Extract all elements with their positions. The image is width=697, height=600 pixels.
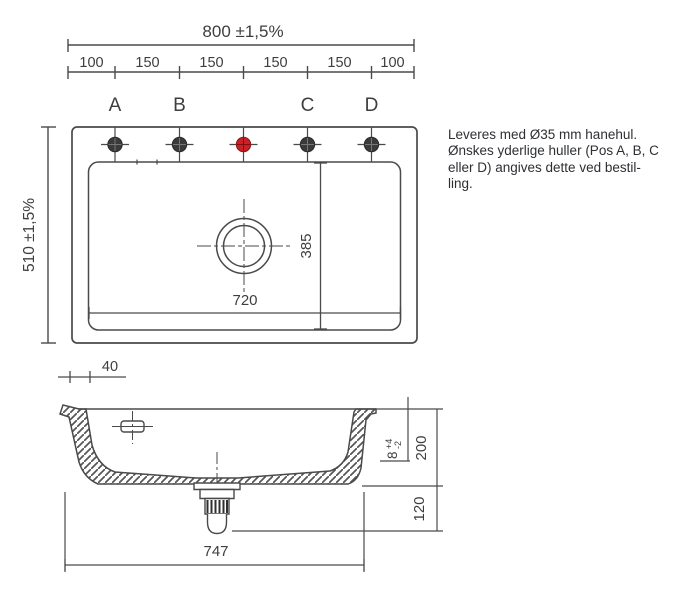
segment-label: 150	[199, 55, 224, 71]
rim-tolerance-plus: +4	[384, 438, 394, 449]
base-width-label: 747	[203, 543, 229, 560]
drain-thread	[205, 499, 229, 515]
drain-symbol	[197, 199, 291, 293]
position-label-a: A	[108, 95, 122, 116]
rim-tolerance-minus: -2	[393, 440, 403, 449]
note-line: ling.	[448, 175, 473, 191]
hole-position-letters	[109, 95, 379, 116]
overall-width-label: 800 ±1,5%	[202, 22, 284, 41]
rim-height-label	[384, 439, 403, 459]
bowl-depth-dimension	[314, 163, 327, 329]
segment-label: 150	[135, 55, 160, 71]
note-line: Leveres med Ø35 mm hanehul.	[448, 127, 638, 142]
overall-depth-dimension	[41, 127, 56, 343]
section-body	[60, 405, 376, 484]
drain-assembly	[194, 452, 240, 534]
position-label-b: B	[173, 95, 186, 116]
faucet-hole-section	[112, 411, 153, 444]
position-label-c: C	[300, 95, 315, 116]
overall-depth-label: 510 ±1,5%	[21, 197, 38, 273]
segment-label: 150	[263, 55, 288, 71]
segment-label: 100	[79, 55, 104, 71]
segment-dimension-chain	[68, 66, 414, 79]
note-line: Ønskes yderlige huller (Pos A, B, C	[448, 143, 659, 159]
plan-view	[72, 127, 417, 343]
bowl-depth-label: 385	[298, 233, 315, 259]
section-height-label: 200	[413, 435, 430, 461]
segment-label: 100	[380, 55, 405, 71]
position-label-d: D	[364, 95, 379, 116]
note-line: eller D) angives dette ved bestil-	[448, 159, 641, 175]
section-view	[60, 397, 443, 572]
edge-offset-label: 40	[101, 359, 119, 375]
order-note	[448, 127, 697, 192]
rim-nominal: 8	[385, 451, 400, 459]
drain-depth-label: 120	[411, 496, 428, 522]
bowl-width-label: 720	[232, 292, 258, 309]
segment-label: 150	[327, 55, 352, 71]
drain-cap	[208, 514, 227, 534]
segment-labels	[79, 55, 404, 71]
